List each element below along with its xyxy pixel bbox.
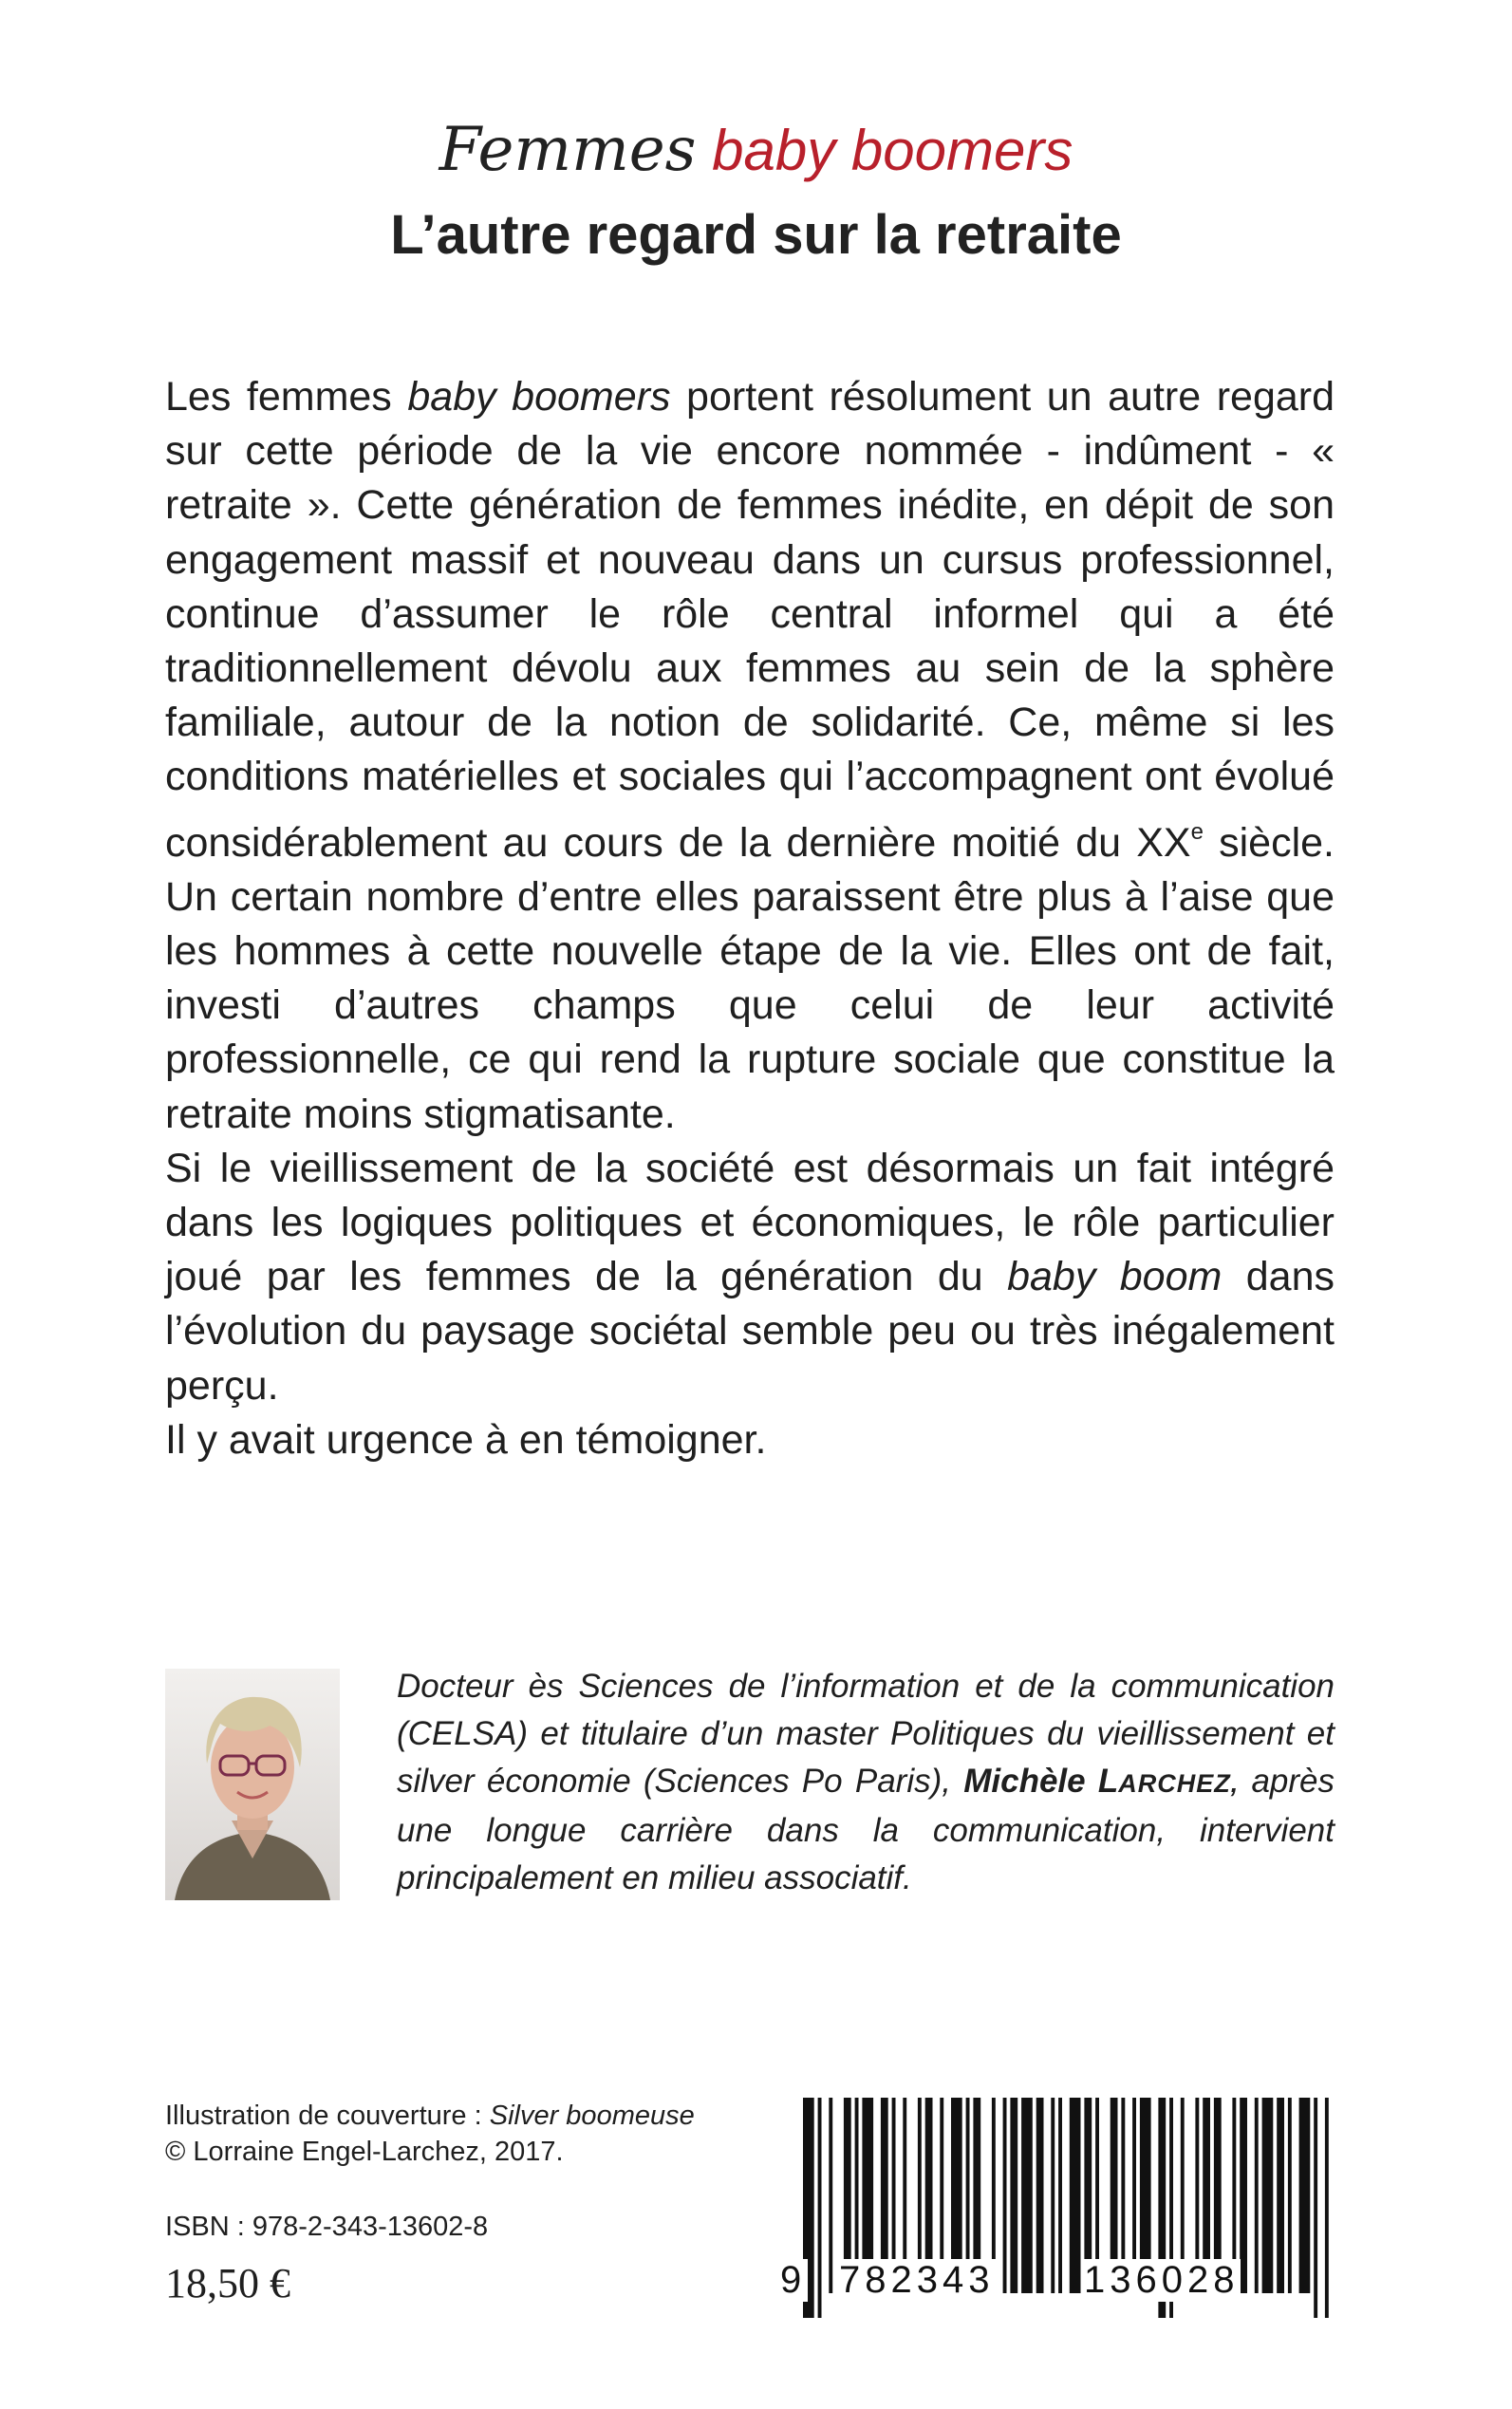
barcode-bar	[1070, 2098, 1081, 2293]
blurb-paragraph-2: Si le vieillissement de la société est désormais un fait intégré dans les logiques politiques et économiques, le rôle particulier joué par les femmes de la génération du baby boom dans l’évolution du paysage sociétal semble peu ou très inégalement perçu.	[165, 1145, 1335, 1409]
illustration-credit: Illustration de couverture : Silver boomeuse	[165, 2101, 695, 2131]
barcode-bar	[1010, 2098, 1017, 2293]
barcode-bar	[818, 2098, 822, 2318]
barcode-bar	[1314, 2098, 1317, 2318]
barcode-bar	[1325, 2098, 1329, 2318]
author-bio: Docteur ès Sciences de l’information et de la communication (CELSA) et titulaire d’un master Politiques du vieillissement et silver économie (Sciences Po Paris), Michèle LARCHEZ, après une longue carrière dans la communication, intervient principalement en milieu associatif.	[397, 1668, 1335, 1896]
barcode-bar	[1262, 2098, 1274, 2293]
barcode-bar	[1051, 2098, 1055, 2293]
barcode-bar	[1036, 2098, 1044, 2293]
title-word-baby-boomers: baby boomers	[712, 119, 1073, 182]
barcode-bar	[1299, 2098, 1311, 2293]
title	[0, 112, 1512, 189]
blurb-paragraph-1: Les femmes baby boomers portent résolument un autre regard sur cette période de la vie encore nommée - indûment - « retraite ». Cette génération de femmes inédite, en dépit de son engagement massif et nouveau dans un cursus professionnel, continue d’assumer le rôle central informel qui a été traditionnellement dévolu aux femmes au sein de la sphère familiale, autour de la notion de solidarité. Ce, même si les conditions matérielles et sociales qui l’accompagnent ont évolué considérablement au cours de la dernière moitié du XXe siècle. Un certain nombre d’entre elles paraissent être plus à l’aise que les hommes à cette nouvelle étape de la vie. Elles ont de fait, investi d’autres champs que celui de leur activité professionnelle, ce qui rend la rupture sociale que constitue la retraite moins stigmatisante.	[165, 374, 1335, 1137]
author-photo	[165, 1669, 340, 1900]
cover-credits	[165, 2098, 695, 2170]
price: 18,50 €	[165, 2260, 290, 2306]
author-name: Michèle LARCHEZ,	[963, 1763, 1240, 1800]
barcode-bar	[1003, 2098, 1007, 2293]
blurb	[165, 370, 1335, 1467]
subtitle: L’autre regard sur la retraite	[390, 204, 1122, 266]
barcode-bar	[1255, 2098, 1259, 2293]
book-back-cover: Femmes baby boomers L’autre regard sur la retraite Les femmes baby boomers portent résolument un autre regard sur cette période de la vie encore nommée - indûment - « retraite ». Cette génération de femmes inédite, en dépit de son engagement massif et nouveau dans un cursus professionnel, continue d’assumer le rôle central informel qui a été traditionnellement dévolu aux femmes au sein de la sphère familiale, autour de la notion de solidarité. Ce, même si les conditions matérielles et sociales qui l’accompagnent ont évolué considérablement au cours de la dernière moitié du XXe siècle. Un certain nombre d’entre elles paraissent être plus à l’aise que les hommes à cette nouvelle étape de la vie. Elles ont de fait, investi d’autres champs que celui de leur activité professionnelle, ce qui rend la rupture sociale que constitue la retraite moins stigmatisante. Si le vieillissement de la société est désormais un fait intégré dans les logiques politiques et économiques, le rôle particulier joué par les femmes de la génération du baby boom dans l’évolution du paysage sociétal semble peu ou très inégalement perçu. Il y avait urgence à en témoigner. Docteur ès Sciences de l’information et de la communication (CELSA) et titulaire d’un master Politiques du vieillissement et silver économie (Sciences Po Paris), Michèle LARCHEZ, après une longue carrière dans la communication, intervient principalement en milieu associatif. Illustration de couverture : Silver boomeuse © Lorraine Engel-Larchez, 2017. ISBN : 978-2-343-13602-8 18,50 € 9 782343 136028	[0, 0, 1512, 2409]
barcode-bar	[1277, 2098, 1284, 2293]
isbn: ISBN : 978-2-343-13602-8	[165, 2212, 489, 2242]
barcode-bar	[829, 2098, 832, 2293]
blurb-paragraph-3: Il y avait urgence à en témoigner.	[165, 1416, 767, 1463]
barcode-bar	[1021, 2098, 1033, 2293]
copyright: © Lorraine Engel-Larchez, 2017.	[165, 2137, 564, 2167]
barcode-bar	[1288, 2098, 1292, 2293]
barcode-bar	[1058, 2098, 1062, 2293]
title-word-femmes: Femmes	[439, 115, 697, 185]
author-portrait-icon	[165, 1669, 340, 1900]
